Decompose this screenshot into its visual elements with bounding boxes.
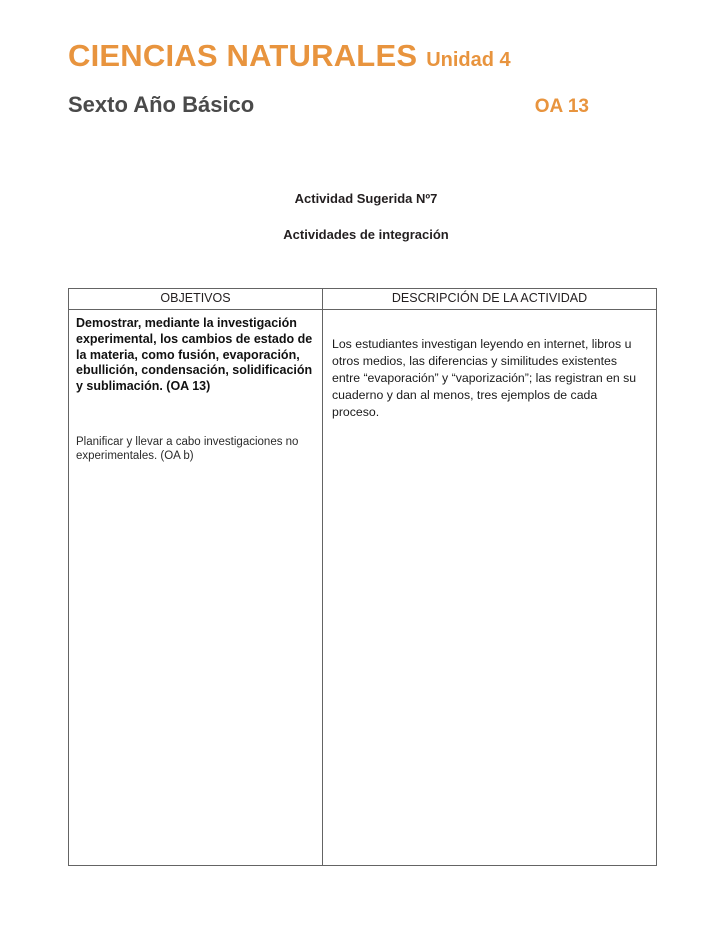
activity-table [68,288,657,866]
activity-description-text: Los estudiantes investigan leyendo en internet, libros u otros medios, las diferencias y similitudes existentes entre “evaporación” y “vaporización”; las registran en su cuaderno y dan al menos, tres ejemplos de cada proceso. [332,337,637,419]
objective-secondary-text: Planificar y llevar a cabo investigaciones no experimentales. (OA b) [76,435,299,463]
objectives-cell [69,310,323,866]
grade-level-label: Sexto Año Básico [68,91,255,117]
document-header [68,40,656,117]
activity-section-heading: Actividades de integración [283,227,449,242]
subtitle-line [68,93,656,118]
column-header-description: DESCRIPCIÓN DE LA ACTIVIDAD [323,289,657,310]
description-cell [323,310,657,866]
activity-number-heading: Actividad Sugerida Nº7 [294,191,438,206]
subject-title: CIENCIAS NATURALES [68,38,418,73]
table-row [69,310,657,866]
title-line [68,40,656,73]
column-header-objectives: OBJETIVOS [69,289,323,310]
objective-main-text: Demostrar, mediante la investigación experimental, los cambios de estado de la materia, como fusión, evaporación, ebullición, condensación, solidificación y sublimación. (OA 13) [76,316,313,393]
oa-code-label: OA 13 [534,95,589,117]
unit-label: Unidad 4 [426,49,511,71]
table-header-row [69,289,657,310]
